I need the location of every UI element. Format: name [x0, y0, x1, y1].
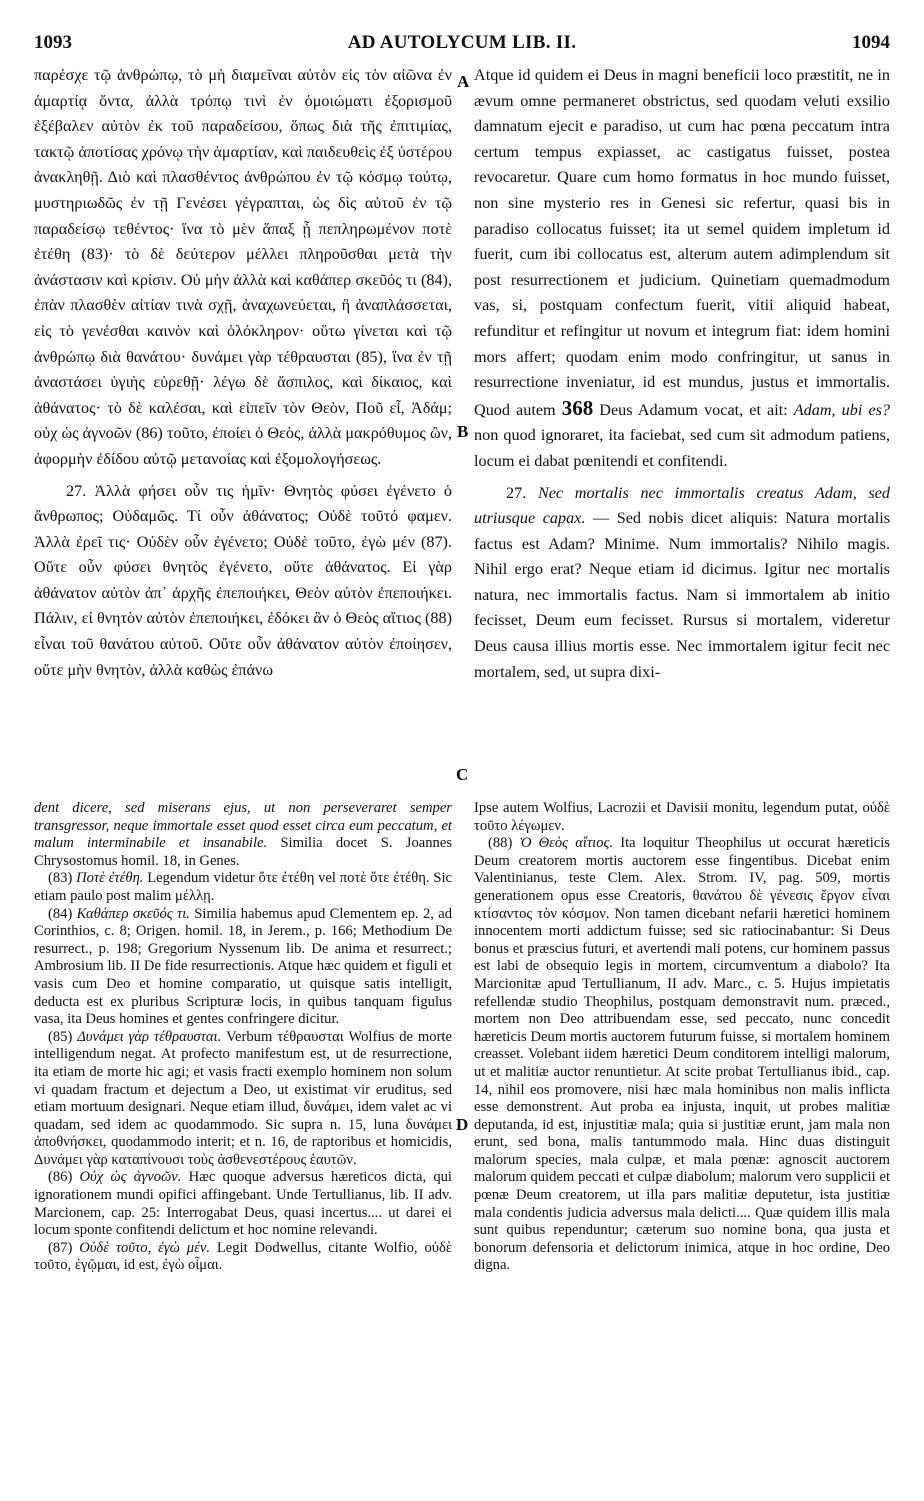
- note-continuation: Ipse autem Wolfius, Lacrozii et Davisii monitu, legendum putat, οὐδὲ τοῦτο λέγωμεν.: [474, 800, 890, 834]
- note-continuation: [34, 800, 452, 870]
- margin-letter-b: B: [457, 422, 469, 441]
- note-text: Hæc quoque adversus hæreticos dicta, qui ignorationem mundi opifici affingebant. Unde Tertullianus, lib. II adv. Marcionem, cap. 25: Interrogabat Deus, quasi incertus.... ut darei ei locum sponte confitendi delictum et hoc nomine relevandi.: [34, 1169, 452, 1239]
- note-lemma: Καθάπερ σκεῦός τι.: [76, 905, 190, 922]
- margin-letter-d: D: [456, 1115, 469, 1134]
- note-text: Similia habemus apud Clementem ep. 2, ad Corinthios, c. 8; Origen. homil. 18, in Jerem., p. 166; Methodium De resurrect., p. 198; Gregorium Nyssenum lib. De anima et resurrect.; Ambrosium lib. II De fide resurrectionis. Atque hæc quidem et figuli et vasis cum Deo et homine comparatio, ut quisque satis intelligit, deducta est ex pluribus Scripturæ locis, in quibus tanquam figulus vasa, ita Deus homines et gentes confringere dicitur.: [34, 905, 452, 1028]
- note-lemma: Δυνάμει γὰρ τέθραυσται.: [77, 1028, 222, 1045]
- note-86: [34, 1169, 452, 1239]
- greek-paragraph: παρέσχε τῷ ἀνθρώπῳ, τὸ μὴ διαμεῖναι αὐτὸν εἰς τὸν αἰῶνα ἐν ἁμαρτίᾳ ὄντα, ἀλλὰ τρόπῳ τινὶ ἐν ὁμοιώματι ἐξορισμοῦ ἐξέβαλεν αὐτὸν ἐκ τοῦ παραδείσου, ὅπως διὰ τῆς ἐπιτιμίας, τακτῷ ἀποτίσας χρόνῳ τὴν ἁμαρτίαν, καὶ παιδευθεὶς ἐξ ὑστέρου ἀνακληθῇ. Διὸ καὶ πλασθέντος ἀνθρώπου ἐν τῷ κόσμῳ τούτῳ, μυστηριωδῶς ἐν τῇ Γενέσει γέγραπται, ὡς δὶς αὐτοῦ ἐν τῷ παραδείσῳ τεθέντος· ἵνα τὸ μὲν ἅπαξ ᾖ πεπληρωμένον ποτὲ ἐτέθη (83)· τὸ δὲ δεύτερον μέλλει πληροῦσθαι μετὰ τὴν ἀνάστασιν καὶ κρίσιν. Οὐ μὴν ἀλλὰ καὶ καθάπερ σκεῦός τι (84), ἐπὰν πλασθὲν αἰτίαν τινὰ σχῇ, ἀναχωνεύεται, ἢ ἀναπλάσσεται, εἰς τὸ γενέσθαι καινὸν καὶ ὁλόκληρον· οὕτω γίνεται καὶ τῷ ἀνθρώπῳ διὰ θανάτου· δυνάμει γὰρ τέθραυσται (85), ἵνα ἐν τῇ ἀναστάσει ὑγιὴς εὑρεθῇ· λέγω δὲ ἄσπιλος, καὶ δίκαιος, καὶ ἀθάνατος· τὸ δὲ καλέσαι, καὶ εἰπεῖν τὸν Θεὸν, Ποῦ εἶ, Ἀδάμ; οὐχ ὡς ἀγνοῶν (86) τοῦτο, ἐποίει ὁ Θεὸς, ἀλλὰ μακρόθυμος ὢν, ἀφορμὴν ἐδίδου αὐτῷ μετανοίας καὶ ἐξομολογήσεως.: [34, 66, 452, 468]
- latin-text: Atque id quidem ei Deus in magni beneficii loco præstitit, ne in ævum omne permaneret obstrictus, sed quodam veluti exsilio damnatum ejecit e paradiso, ut cum hac pœna peccatum intra certum tempus expiasset, ac castigatus fuisset, postea revocaretur. Quare cum homo formatus in hoc mundo fuisset, non sine mysterio res in Genesi sic refertur, quasi bis in paradiso collocatus fuisset; ita ut semel quidem impletum id fuerit, cum ibi collocatus est, alterum autem adimplendum sit post resurrectionem et judicium. Quinetiam quemadmodum vas, si, postquam confectum fuerit, vitii aliquid habeat, refunditur et refingitur ut novum et integrum fiat: idem homini mors affert; quodam enim modo confringitur, ut sanus in resurrectione inveniatur, id est mundus, justus et immortalis. Quod autem: [474, 66, 890, 419]
- note-87: [34, 1240, 452, 1275]
- latin-text-column: [474, 63, 890, 763]
- note-88: [474, 835, 890, 1275]
- latin-paragraph: [474, 63, 890, 475]
- note-number: (87): [48, 1239, 80, 1256]
- latin-text: Deus Adamum vocat, et ait:: [599, 400, 794, 419]
- note-number: (88): [488, 835, 520, 852]
- column-number: 368: [561, 395, 594, 420]
- note-number: (86): [48, 1169, 80, 1186]
- note-quote: dent dicere, sed miserans ejus, ut non perseveraret semper transgressor, neque immortale esset quod esset circa eum peccatum, et malum interminabile et insanabile.: [34, 800, 452, 852]
- note-lemma: Οὐδὲ τοῦτο, ἐγὼ μέν.: [79, 1239, 210, 1256]
- latin-text: — Sed nobis dicet aliquis: Natura mortalis factus est Adam? Minime. Num immortalis? Nihilo magis. Nihil ergo erat? Neque etiam id dicimus. Igitur nec mortalis natura, nec immortalis factus. Nam si immortalem ab initio fecisset, Deum eum fecisset. Rursus si mortalem, videretur Deus causa illius mortis esse. Nec immortalem igitur fecit nec mortalem, sed, ut supra dixi-: [474, 509, 890, 681]
- greek-text-column: [34, 63, 452, 763]
- note-84: [34, 906, 452, 1029]
- notes-right-column: [474, 800, 890, 1472]
- note-text: Similia docet S. Joannes Chrysostomus homil. 18, in Genes.: [34, 835, 452, 869]
- page-header: [34, 32, 890, 58]
- notes-left-column: [34, 800, 452, 1472]
- greek-paragraph-27: 27. Ἀλλὰ φήσει οὖν τις ἡμῖν· Θνητὸς φύσει ἐγένετο ὁ ἄνθρωπος; Οὐδαμῶς. Τί οὖν ἀθάνατος; Οὐδὲ τοῦτό φαμεν. Ἀλλὰ ἐρεῖ τις· Οὐδὲν οὖν ἐγένετο; Οὐδὲ τοῦτο, ἐγὼ μέν (87). Οὔτε οὖν φύσει θνητὸς ἐγένετο, οὔτε ἀθάνατος. Εἰ γὰρ ἀθάνατον αὐτὸν ἀπ᾽ ἀρχῆς ἐπεποιήκει, Θεὸν αὐτὸν ἐπεποιήκει. Πάλιν, εἰ θνητὸν αὐτὸν ἐπεποιήκει, ἐδόκει ἂν ὁ Θεὸς αἴτιος (88) εἶναι τοῦ θανάτου αὐτοῦ. Οὔτε οὖν ἀθάνατον αὐτὸν ἐποίησεν, οὔτε μὴν θνητὸν, ἀλλὰ καθὼς ἐπάνω: [34, 481, 452, 679]
- running-title: AD AUTOLYCUM LIB. II.: [347, 32, 577, 53]
- margin-letter-c: C: [456, 765, 469, 784]
- note-text: Verbum τέθραυσται Wolfius de morte intelligendum negat. At profecto manifestum est, ut de resurrectione, ita etiam de morte hic agi; et vasis fracti exemplo hominem non solum vi quadam fractum et dejectum a Deo, ut existimat vir eruditus, sed etiam mortuum designari. Neque etiam illud, δυνάμει, idem valet ac vi quadam, sed idem ac quodammodo. Sic supra n. 15, luna δυνάμει ἀποθνήσκει, quodammodo interit; et n. 16, de raptoribus et homicidis, Δυνάμει γὰρ καταπίνουσι τοὺς ἀσθενεστέρους ἑαυτῶν.: [34, 1028, 452, 1168]
- note-85: [34, 1029, 452, 1170]
- note-text: Legit Dodwellus, citante Wolfio, οὐδὲ τοῦτο, ἐγῷμαι, id est, ἐγὼ οἶμαι.: [34, 1239, 452, 1274]
- latin-section-number: 27.: [506, 483, 538, 502]
- latin-quote: Adam, ubi es?: [793, 400, 890, 419]
- note-lemma: Οὐχ ὡς ἀγνοῶν.: [79, 1169, 182, 1186]
- note-number: (85): [48, 1028, 78, 1045]
- note-lemma: Ποτὲ ἐτέθη.: [76, 870, 144, 887]
- note-text: Ita loquitur Theophilus ut occurat hæreticis Deum creatorem mortis auctorem esse fingentibus. Dicebat enim Valentinianus, teste Clem. Alex. Strom. IV, pag. 509, mortis generationem opus esse Creatoris, θανάτου δὲ γένεσις ἔργον εἶναι κτίσαντος τὸν κόσμον. Non tamen dicebant nefarii hæretici hominem innocentem morti addictum fuisse; sed sic ratiocinabantur: Si Deus bonus et præscius futuri, et avertendi mali potens, cur hominem passus est labi de obsequio legis in mortem, circumventum a diabolo? Ita Marcionitæ apud Tertullianum, II adv. Marc., c. 5. Hujus impietatis refellendæ studio Theophilus, postquam demonstravit num. præced., mortem non Deo attribuendam esse, sed peccato, nunc concedit hæreticis Deum mortis auctorem futurum fuisse, si mortalem hominem creasset. Volebant iidem hæretici Deum conditorem intelligi malorum, ut et malitiæ auctor renuntietur. At scite probat Tertullianus ibid., cap. 14, nihil eos promovere, nisi hæc mala hominibus non malis inflicta esse demonstrent. Aut proba ea injusta, inquit, ut probes malitiæ deputanda, id est, injustitiæ mala; quia si justitiæ erunt, jam mala non erunt, sed bona, malis tantummodo mala. Hinc duas distinguit malorum species, mala culpæ, et mala pœnæ: agnoscit auctorem malorum quidem peccati et culpæ diabolum; malorum vero supplicii et pœnæ Deum creatorem, ut illa pars malitiæ deputetur, ista justitiæ mala condentis judicia adversus mala delicti.... Quæ quidem illis mala sunt quibus rependuntur; cæterum suo nomine bona, qua justa et bonorum defensoria et delictorum inimica, atque in hoc ordine, Deo digna.: [474, 835, 890, 1274]
- note-83: [34, 870, 452, 905]
- note-number: (84): [48, 905, 77, 922]
- latin-section-heading: Nec mortalis nec immortalis creatus Adam, sed utriusque capax.: [474, 483, 890, 528]
- margin-letter-a: A: [457, 72, 470, 91]
- note-text: Legendum videtur ὅτε ἐτέθη vel ποτὲ ὅτε ἐτέθη. Sic etiam paulo post malim μέλλῃ.: [34, 870, 452, 904]
- note-number: (83): [48, 870, 77, 887]
- page-number-right: 1094: [852, 32, 890, 53]
- note-lemma: Ὁ Θεὸς αἴτιος.: [519, 835, 614, 852]
- latin-text: non quod ignoraret, ita faciebat, sed cum sit admodum patiens, locum ei dabat pœnitendi et confitendi.: [474, 426, 890, 470]
- page-number-left: 1093: [34, 32, 72, 53]
- latin-paragraph-27: [474, 481, 890, 686]
